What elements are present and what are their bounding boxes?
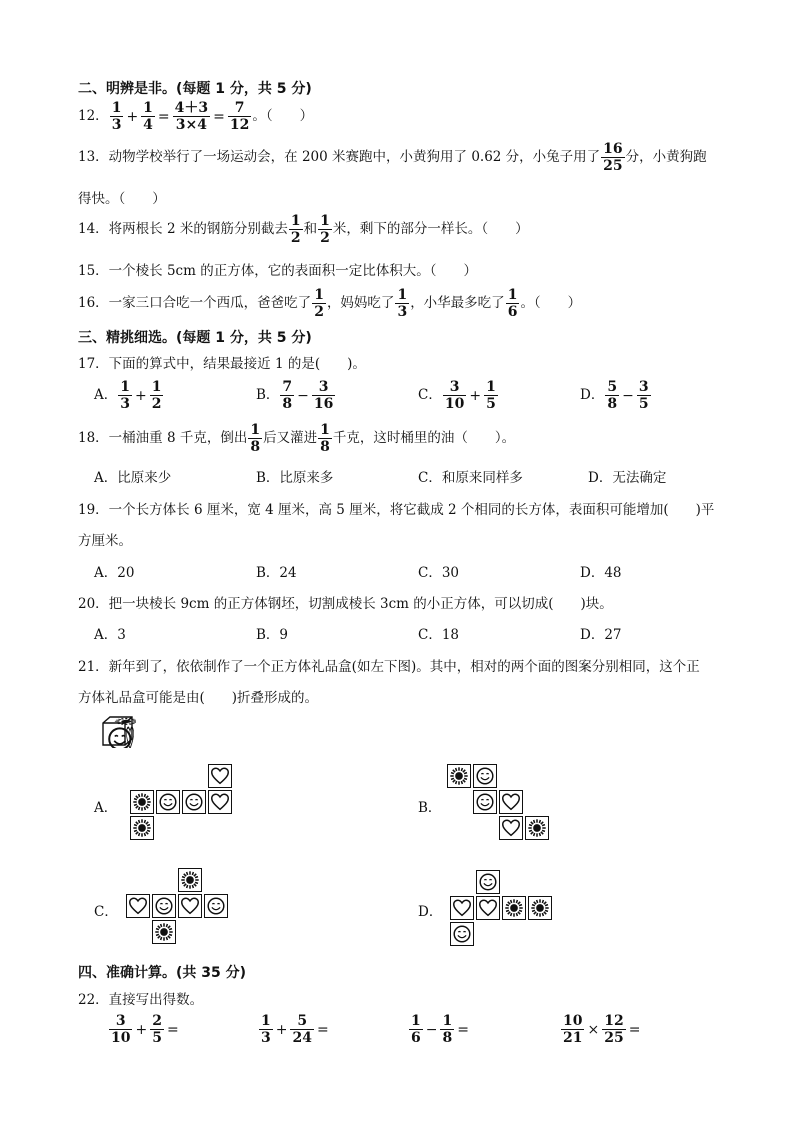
smile-icon [182,790,206,814]
q12-answer-blank: 。（ ） [252,108,314,124]
smile-icon [450,922,474,946]
sun-icon [152,920,176,944]
q22-item-4: $\frac{10}{21}$ × $\frac{12}{25}$ = [563,1013,641,1046]
q13-fraction: $\frac{16}{25}$ [603,141,623,174]
heart-icon [126,894,150,918]
heart-icon [476,896,500,920]
sun-icon [178,868,202,892]
question-19: 19．一个长方体长 6 厘米，宽 4 厘米，高 5 厘米，将它截成 2 个相同的长方体，表面积可能增加( )平 [78,502,715,518]
section-3-title: 三、精挑细选。(每题 1 分，共 5 分) [78,330,312,346]
q22-item-1: $\frac{3}{10}$ + $\frac{2}{5}$ = [111,1013,179,1046]
q18-fraction-2: $\frac{1}{8}$ [320,422,330,455]
q19-option-d: D．48 [580,565,622,581]
smile-icon [473,790,497,814]
smile-icon [152,894,176,918]
q21-net-a [130,764,234,840]
q12-number: 12． [78,108,109,124]
heart-icon [208,764,232,788]
q21-net-c [126,868,230,946]
question-15: 15．一个棱长 5cm 的正方体，它的表面积一定比体积大。（ ） [78,263,477,279]
question-13: 13．动物学校举行了一场运动会，在 200 米赛跑中，小黄狗用了 0.62 分，小兔子用了 $\frac{16}{25}$ 分，小黄狗跑 [78,141,707,174]
q20-option-d: D．27 [580,627,622,643]
sun-icon [130,790,154,814]
q20-option-b: B．9 [256,627,289,643]
q16-fraction-3: $\frac{1}{6}$ [507,287,518,320]
q12-fraction-4: $\frac{7}{12}$ [229,100,250,133]
heart-icon [450,896,474,920]
gift-box-cube-image [100,714,136,748]
q19-option-a: A．20 [94,565,135,581]
question-12: 12． $\frac{1}{3}$ + $\frac{1}{4}$ = $\frac{4+3}{3\times 4}$ = $\frac{7}{12}$ 。（ ） [78,100,314,133]
section-2-title: 二、明辨是非。(每题 1 分，共 5 分) [78,81,312,97]
sun-icon [528,896,552,920]
q16-fraction-1: $\frac{1}{2}$ [314,287,324,320]
q21-net-b [447,764,551,842]
q19-option-c: C．30 [418,565,460,581]
q18-option-c: C．和原来同样多 [418,470,523,486]
sun-icon [525,816,549,840]
question-18: 18．一桶油重 8 千克，倒出 $\frac{1}{8}$ 后又灌进 $\frac{1}{8}$ 千克，这时桶里的油（ ）。 [78,422,516,455]
question-21-line-2: 方体礼品盒可能是由( )折叠形成的。 [78,690,319,706]
heart-icon [499,790,523,814]
q17-option-a: A． $\frac{1}{3}$ + $\frac{1}{2}$ [94,379,162,412]
q21-option-c: C． [94,904,118,920]
sun-icon [130,816,154,840]
heart-icon [208,790,232,814]
question-21: 21．新年到了，依依制作了一个正方体礼品盒(如左下图)。其中，相对的两个面的图案分别相同，这个正 [78,659,700,675]
q17-option-d: D． $\frac{5}{8}$ − $\frac{3}{5}$ [580,379,649,412]
q18-fraction-1: $\frac{1}{8}$ [250,422,261,455]
smile-icon [156,790,180,814]
q12-fraction-3: $\frac{4+3}{3\times 4}$ [174,100,209,133]
q14-fraction-2: $\frac{1}{2}$ [320,213,330,246]
q20-option-a: A．3 [94,627,126,643]
question-14: 14．将两根长 2 米的钢筋分别截去 $\frac{1}{2}$ 和 $\frac{1}{2}$ 米，剩下的部分一样长。（ ） [78,213,529,246]
q17-option-b: B． $\frac{7}{8}$ − $\frac{3}{16}$ [256,379,334,412]
q18-option-b: B．比原来多 [256,470,334,486]
question-20: 20．把一块棱长 9cm 的正方体钢坯，切割成棱长 3cm 的小正方体，可以切成( )块。 [78,596,613,612]
q14-fraction-1: $\frac{1}{2}$ [290,213,301,246]
q12-fraction-2: $\frac{1}{4}$ [143,100,153,133]
question-16: 16．一家三口合吃一个西瓜，爸爸吃了 $\frac{1}{2}$ ，妈妈吃了 $\frac{1}{3}$ ，小华最多吃了 $\frac{1}{6}$ 。（ ） [78,287,582,320]
smile-icon [476,870,500,894]
q22-item-3: $\frac{1}{6}$ − $\frac{1}{8}$ = [411,1013,469,1046]
q20-option-c: C．18 [418,627,460,643]
question-22: 22．直接写出得数。 [78,992,204,1008]
smile-icon [473,764,497,788]
q21-net-d [450,870,554,948]
question-17: 17．下面的算式中，结果最接近 1 的是( )。 [78,356,366,372]
q21-option-d: D． [418,904,443,920]
q18-option-d: D．无法确定 [588,470,667,486]
sun-icon [447,764,471,788]
q22-item-2: $\frac{1}{3}$ + $\frac{5}{24}$ = [261,1013,329,1046]
question-19-line-2: 方厘米。 [78,533,132,549]
q19-option-b: B．24 [256,565,297,581]
q12-fraction-1: $\frac{1}{3}$ [111,100,122,133]
q17-option-c: C． $\frac{3}{10}$ + $\frac{1}{5}$ [418,379,496,412]
heart-icon [499,816,523,840]
q21-option-b: B． [418,800,442,816]
section-4-title: 四、准确计算。(共 35 分) [78,965,247,981]
q21-option-a: A． [94,800,118,816]
smile-icon [204,894,228,918]
heart-icon [178,894,202,918]
q16-fraction-2: $\frac{1}{3}$ [397,287,408,320]
question-13-line-2: 得快。（ ） [78,191,166,207]
q18-option-a: A．比原来少 [94,470,172,486]
sun-icon [502,896,526,920]
